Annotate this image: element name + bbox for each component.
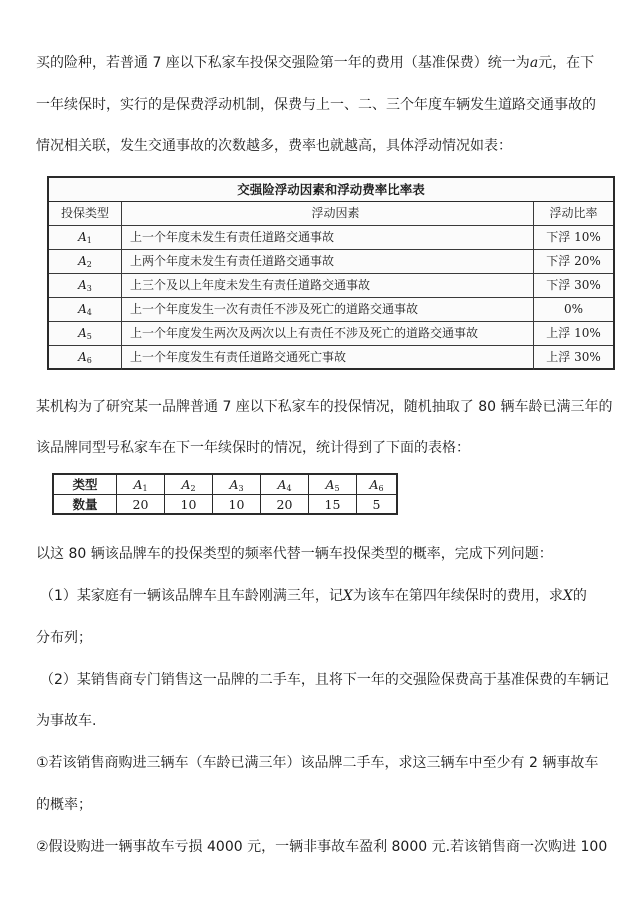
count-cell: 15 xyxy=(308,495,356,514)
text-line: 分布列； xyxy=(36,630,92,646)
insurance-rate-table xyxy=(47,176,615,370)
count-row xyxy=(54,495,396,514)
type-letter: A xyxy=(369,477,379,492)
type-letter: A xyxy=(133,477,143,492)
text-segment: （1）某家庭有一辆该品牌车且车龄刚满三年，记 xyxy=(40,588,343,604)
text-segment: 元，在下 xyxy=(538,55,595,71)
text-line: 的概率； xyxy=(36,797,92,813)
table-row xyxy=(49,346,613,370)
type-subscript: 1 xyxy=(86,236,92,245)
type-subscript: 2 xyxy=(86,260,92,269)
type-subscript: 4 xyxy=(286,484,292,493)
ratio-cell: 上浮 10% xyxy=(533,322,613,345)
type-subscript: 1 xyxy=(142,484,148,493)
table-row xyxy=(49,322,613,346)
question-2: （2）某销售商专门销售这一品牌的二手车，且将下一年的交强险保费高于基准保费的车辆记 xyxy=(40,672,609,688)
type-letter: A xyxy=(229,477,239,492)
count-cell: 10 xyxy=(212,495,260,514)
type-subscript: 3 xyxy=(238,484,244,493)
count-cell: 20 xyxy=(116,495,164,514)
type-subscript: 6 xyxy=(378,484,384,493)
text-line: 某机构为了研究某一品牌普通 7 座以下私家车的投保情况，随机抽取了 80 辆车龄已满三年的 xyxy=(36,399,613,415)
header-type: 投保类型 xyxy=(60,206,109,220)
factor-cell: 上两个年度未发生有责任道路交通事故 xyxy=(121,250,533,273)
row-label: 数量 xyxy=(72,497,98,512)
type-cell xyxy=(356,475,396,494)
factor-cell: 上一个年度发生有责任道路交通死亡事故 xyxy=(121,346,533,370)
math-variable-x: X xyxy=(342,588,353,604)
type-letter: A xyxy=(325,477,335,492)
factor-cell: 上一个年度发生一次有责任不涉及死亡的道路交通事故 xyxy=(121,298,533,321)
factor-cell: 上三个及以上年度未发生有责任道路交通事故 xyxy=(121,274,533,297)
type-letter: A xyxy=(277,477,287,492)
type-letter: A xyxy=(78,302,87,316)
count-cell: 20 xyxy=(260,495,308,514)
type-cell xyxy=(49,298,121,321)
table-row xyxy=(49,250,613,274)
type-cell xyxy=(49,274,121,297)
type-letter: A xyxy=(78,350,87,364)
table-row xyxy=(49,226,613,250)
math-variable-a: a xyxy=(529,55,539,71)
type-subscript: 2 xyxy=(190,484,196,493)
type-subscript: 3 xyxy=(86,284,92,293)
type-cell xyxy=(308,475,356,494)
table-row xyxy=(49,298,613,322)
question-1 xyxy=(40,587,587,605)
type-cell xyxy=(164,475,212,494)
text-line: 情况相关联，发生交通事故的次数越多，费率也就越高，具体浮动情况如表： xyxy=(36,138,512,154)
type-letter: A xyxy=(181,477,191,492)
type-cell xyxy=(49,226,121,249)
type-letter: A xyxy=(78,254,87,268)
type-cell xyxy=(212,475,260,494)
factor-cell: 上一个年度发生两次及两次以上有责任不涉及死亡的道路交通事故 xyxy=(121,322,533,345)
table-title: 交强险浮动因素和浮动费率比率表 xyxy=(49,178,613,202)
ratio-cell: 上浮 30% xyxy=(533,346,613,370)
factor-cell: 上一个年度未发生有责任道路交通事故 xyxy=(121,226,533,249)
text-line xyxy=(36,54,594,72)
question-2b: ②假设购进一辆事故车亏损 4000 元，一辆非事故车盈利 8000 元.若该销售商一次购进 100 xyxy=(36,839,608,855)
count-cell: 5 xyxy=(356,495,396,514)
text-line: 为事故车. xyxy=(36,713,97,729)
row-label: 类型 xyxy=(72,477,98,492)
type-cell xyxy=(49,346,121,370)
math-variable-x: X xyxy=(562,588,573,604)
text-segment: 为该车在第四年续保时的费用，求 xyxy=(352,588,563,604)
question-2a: ①若该销售商购进三辆车（车龄已满三年）该品牌二手车，求这三辆车中至少有 2 辆事故车 xyxy=(36,755,599,771)
count-cell: 10 xyxy=(164,495,212,514)
type-letter: A xyxy=(78,326,87,340)
type-subscript: 6 xyxy=(86,356,92,365)
header-factor: 浮动因素 xyxy=(121,202,589,225)
type-subscript: 5 xyxy=(86,332,92,341)
ratio-cell: 下浮 20% xyxy=(533,250,613,273)
type-cell xyxy=(49,322,121,345)
type-letter: A xyxy=(78,230,87,244)
table-header-row xyxy=(49,202,613,226)
type-cell xyxy=(49,250,121,273)
type-subscript: 4 xyxy=(86,308,92,317)
text-line: 一年续保时，实行的是保费浮动机制，保费与上一、二、三个年度车辆发生道路交通事故的 xyxy=(36,97,596,113)
type-row xyxy=(54,475,396,495)
text-line: 以这 80 辆该品牌车的投保类型的频率代替一辆车投保类型的概率，完成下列问题： xyxy=(36,546,553,562)
type-subscript: 5 xyxy=(334,484,340,493)
text-line: 该品牌同型号私家车在下一年续保时的情况，统计得到了下面的表格： xyxy=(36,440,470,456)
type-cell xyxy=(116,475,164,494)
text-segment: 的 xyxy=(572,588,587,604)
sample-count-table xyxy=(52,473,398,515)
ratio-cell: 下浮 30% xyxy=(533,274,613,297)
text-segment: 买的险种，若普通 7 座以下私家车投保交强险第一年的费用（基准保费）统一为 xyxy=(36,55,530,71)
ratio-cell: 0% xyxy=(533,298,613,321)
type-cell xyxy=(260,475,308,494)
type-letter: A xyxy=(78,278,87,292)
ratio-cell: 下浮 10% xyxy=(533,226,613,249)
table-row xyxy=(49,274,613,298)
header-ratio: 浮动比率 xyxy=(533,202,613,225)
